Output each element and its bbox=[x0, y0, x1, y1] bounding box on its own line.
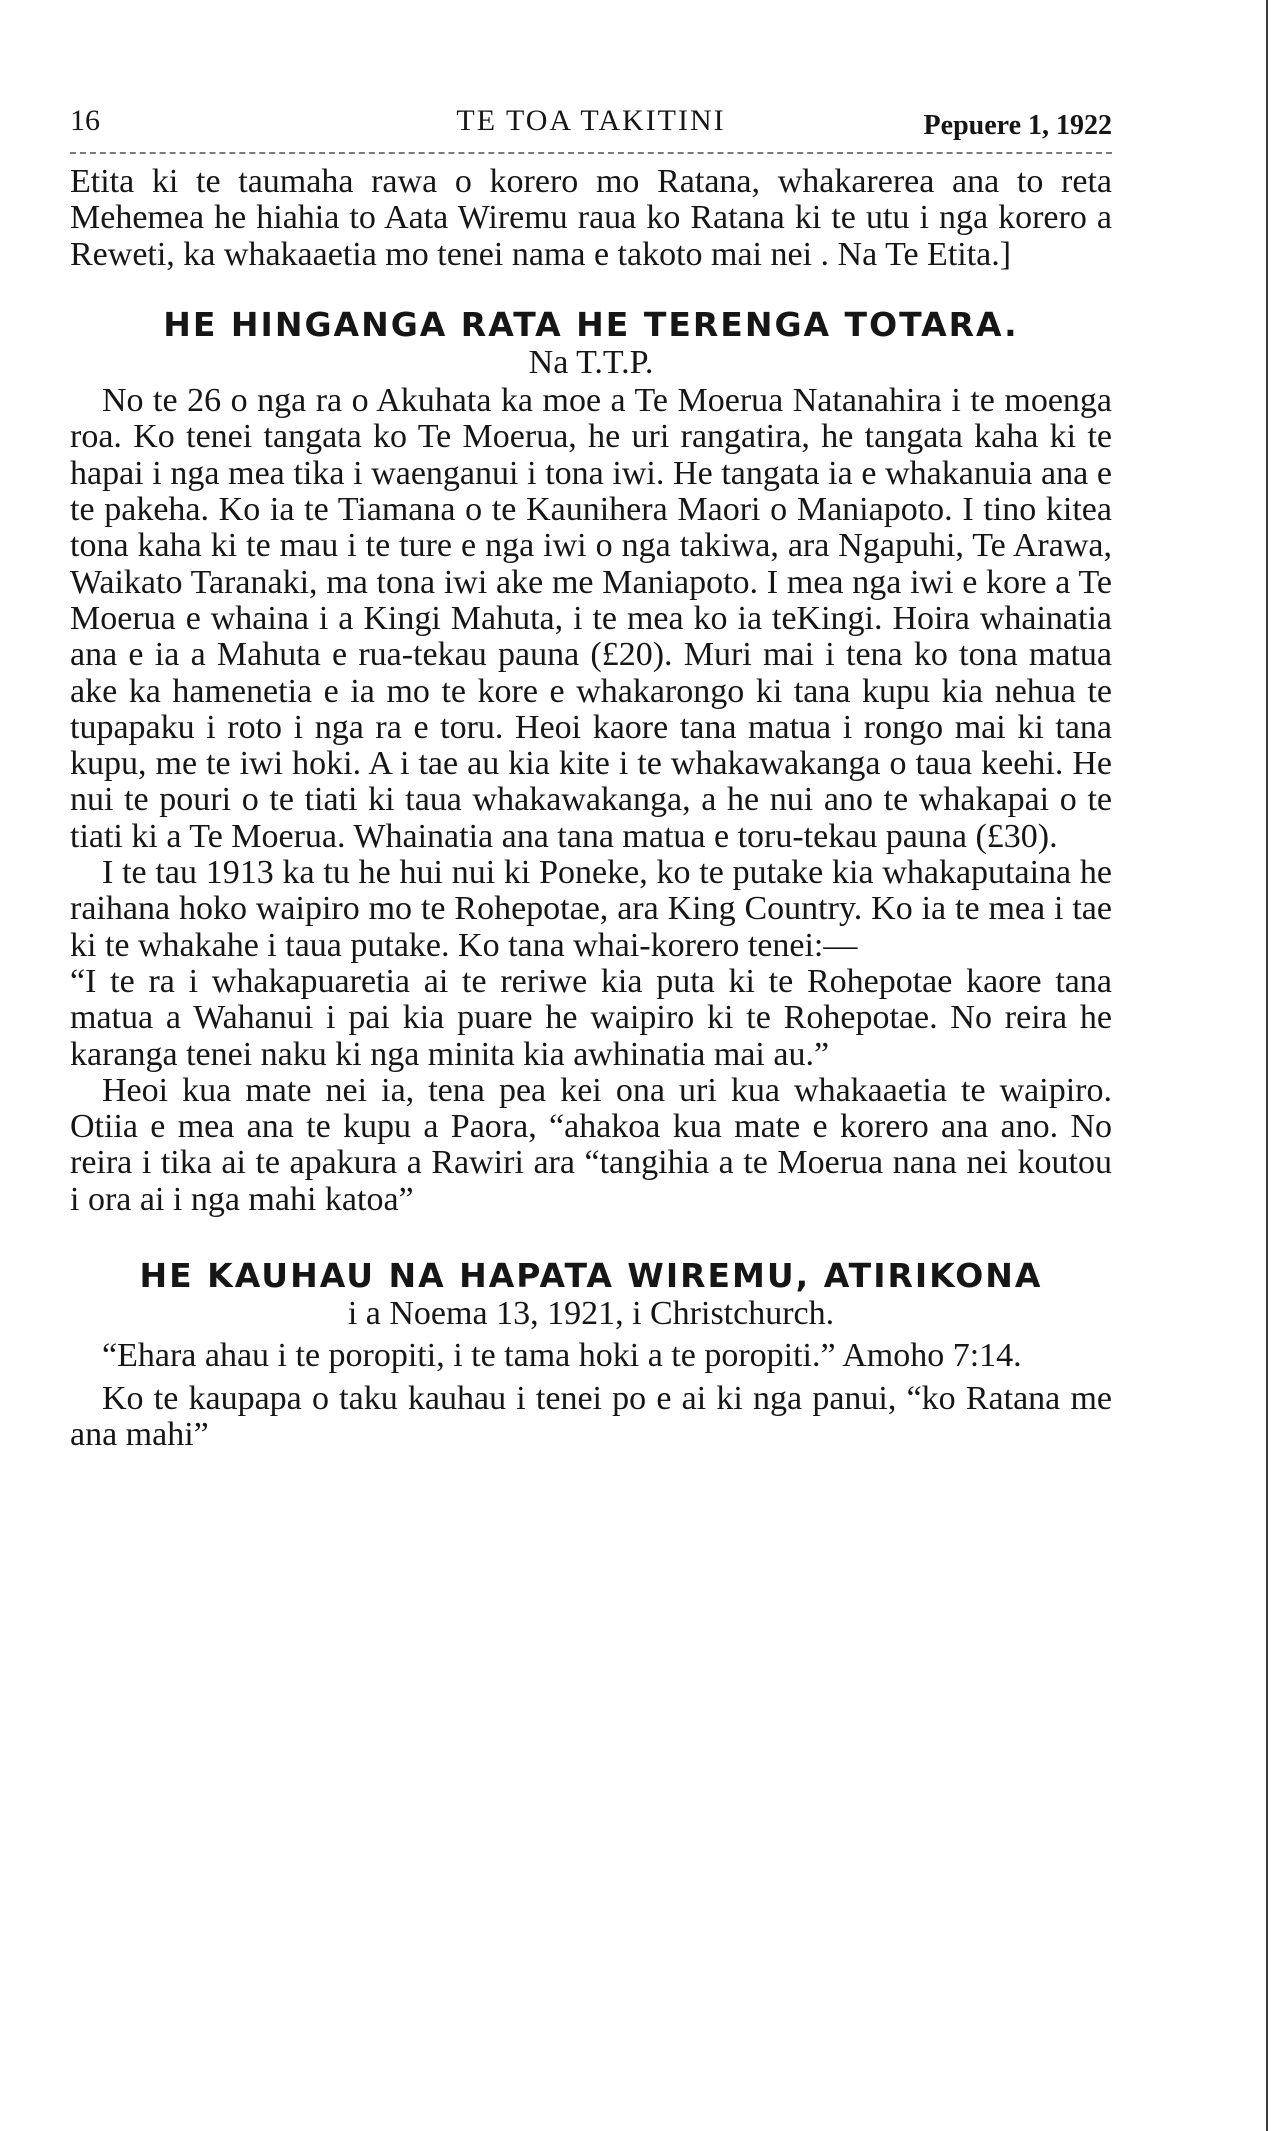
issue-date: Pepuere 1, 1922 bbox=[923, 110, 1112, 141]
sermon-paragraph: Ko te kaupapa o taku kauhau i tenei po e ai ki nga panui, “ko Ratana me ana mahi” bbox=[70, 1379, 1112, 1453]
header-divider bbox=[70, 152, 1112, 154]
article-byline: Na T.T.P. bbox=[528, 343, 654, 381]
page-edge-rule bbox=[1266, 0, 1268, 2131]
article-paragraph: I te tau 1913 ka tu he hui nui ki Poneke, ko te putake kia whakaputaina he raihana hoko waipiro mo te Rohepotae, ara King Country. Ko ia te mea i tae ki te whakahe i taua putake. Ko tana whai-korero tenei:— bbox=[70, 854, 1112, 964]
sermon-paragraph: “Ehara ahau i te poropiti, i te tama hoki a te poropiti.” Amoho 7:14. bbox=[102, 1337, 1022, 1375]
page-body bbox=[70, 164, 1112, 1453]
article-paragraph: No te 26 o nga ra o Akuhata ka moe a Te Moerua Natanahira i te moenga roa. Ko tenei tangata ko Te Moerua, he uri rangatira, he tangata kaha ki te hapai i nga mea tika i waenganui i tona iwi. He tangata ia e whakanuia ana e te pakeha. Ko ia te Tiamana o te Kaunihera Maori o Maniapoto. I tino kitea tona kaha ki te mau i te ture e nga iwi o nga takiwa, ara Ngapuhi, Te Arawa, Waikato Taranaki, ma tona iwi ake me Maniapoto. I mea nga iwi e kore a Te Moerua e whaina i a Kingi Mahuta, i te mea ko ia teKingi. Hoira whainatia ana e ia a Mahuta e rua-tekau pauna (£20). Muri mai i tena ko tona matua ake ka hamenetia e ia mo te kore e whakarongo ki tana kupu kia nehua te tupapaku i roto i nga ra e toru. Heoi kaore tana matua i rongo mai ki tana kupu, me te iwi hoki. A i tae au kia kite i te whakawakanga o taua keehi. He nui te pouri o te tiati ki taua whakawakanga, a he nui ano te whakapai o te tiati ki a Te Moerua. Whainatia ana tana matua e toru-tekau pauna (£30). bbox=[70, 382, 1112, 855]
sermon-subtitle: i a Noema 13, 1921, i Christchurch. bbox=[347, 1295, 835, 1333]
page-number: 16 bbox=[70, 104, 100, 137]
article-quote: “I te ra i whakapuaretia ai te reriwe kia puta ki te Rohepotae kaore tana matua a Wahanui i pai kia puare he waipiro ki te Rohepotae. No reira he karanga tenei naku ki nga minita kia awhinatia mai au.” bbox=[70, 962, 1112, 1073]
article-paragraph: Heoi kua mate nei ia, tena pea kei ona uri kua whakaaetia te waipiro. Otiia e mea ana te kupu a Paora, “ahakoa kua mate e korero ana ano. No reira i tika ai te apakura a Rawiri ara “tangihia a te Moerua nana nei koutou i ora ai i nga mahi katoa” bbox=[70, 1071, 1112, 1218]
intro-paragraph: Etita ki te taumaha rawa o korero mo Ratana, whakarerea ana to reta Mehemea he hiahia to Aata Wiremu raua ko Ratana ki te utu i nga korero a Reweti, ka whakaaetia mo tenei nama e takoto mai nei . Na Te Etita.] bbox=[70, 163, 1112, 273]
running-header bbox=[70, 104, 1112, 152]
article-title: HE HINGANGA RATA HE TERENGA TOTARA. bbox=[163, 304, 1019, 344]
sermon-title: HE KAUHAU NA HAPATA WIREMU, ATIRIKONA bbox=[139, 1256, 1043, 1296]
publication-title: TE TOA TAKITINI bbox=[456, 104, 726, 137]
